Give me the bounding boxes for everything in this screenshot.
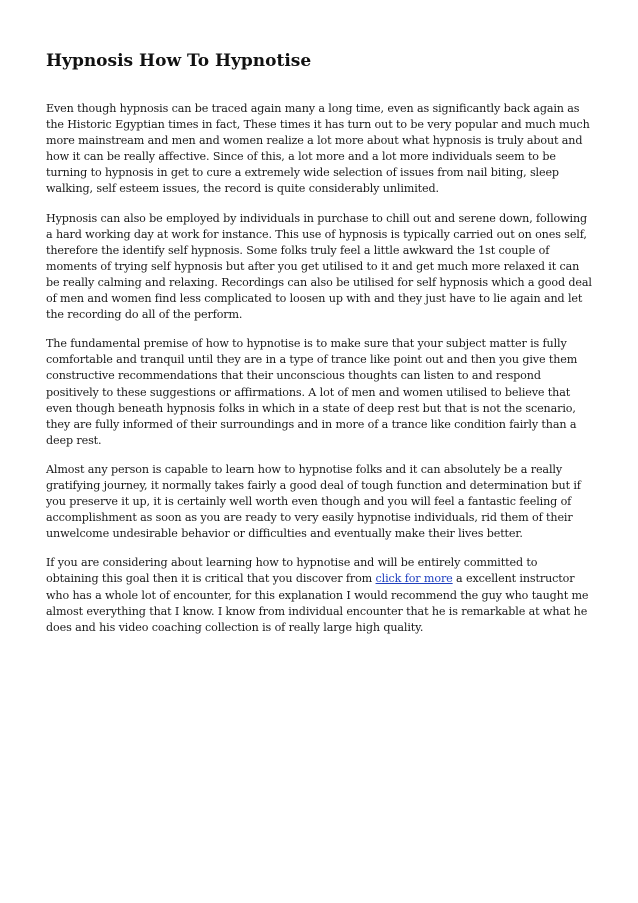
paragraph-3: The fundamental premise of how to hypnotise is to make sure that your subject matter is fully comfortable and tranquil until they are in a type of trance like point out and then you give them constructive recommendations that their unconscious thoughts can listen to and respond positively to these suggestions or affirmations. A lot of men and women utilised to believe that even though beneath hypnosis folks in which in a state of deep rest but that is not the scenario, they are fully informed of their surroundings and in more of a trance like condition fairly than a deep rest. (46, 337, 578, 447)
document-page (46, 50, 592, 649)
document-title: Hypnosis How To Hypnotise (46, 51, 312, 71)
paragraph-4: Almost any person is capable to learn how to hypnotise folks and it can absolutely be a really gratifying journey, it normally takes fairly a good deal of tough function and determination but if you preserve it up, it is certainly well worth even though and you will feel a fantastic feeling of accomplishment as soon as you are ready to very easily hypnotise individuals, rid them of their unwelcome undesirable behavior or difficulties and eventually make their lives better. (46, 462, 581, 541)
paragraph-5-text-before-link: If you are considering about learning how to hypnotise and will be entirely committed to obtaining this goal then it is critical that you discover from (46, 556, 538, 586)
paragraph-5 (46, 555, 592, 635)
paragraph-5-text-after-link: a excellent instructor who has a whole lot of encounter, for this explanation I would recommend the guy who taught me almost everything that I know. I know from individual encounter that he is remarkable at what he does and his video coaching collection is of really large high quality. (46, 572, 589, 634)
paragraph-2: Hypnosis can also be employed by individuals in purchase to chill out and serene down, following a hard working day at work for instance. This use of hypnosis is typically carried out on ones self, therefore the identify self hypnosis. Some folks truly feel a little awkward the 1st couple of moments of trying self hypnosis but after you get utilised to it and get much more relaxed it can be really calming and relaxing. Recordings can also be utilised for self hypnosis which a good deal of men and women find less complicated to loosen up with and they just have to lie again and let the recording do all of the perform. (46, 211, 592, 322)
paragraph-1: Even though hypnosis can be traced again many a long time, even as significantly back again as the Historic Egyptian times in fact, These times it has turn out to be very popular and much much more mainstream and men and women realize a lot more about what hypnosis is truly about and how it can be really affective. Since of this, a lot more and a lot more individuals seem to be turning to hypnosis in get to cure a extremely wide selection of issues from nail biting, sleep walking, self esteem issues, the record is quite considerably unlimited. (46, 102, 590, 196)
click-for-more-link[interactable]: click for more (375, 572, 453, 586)
